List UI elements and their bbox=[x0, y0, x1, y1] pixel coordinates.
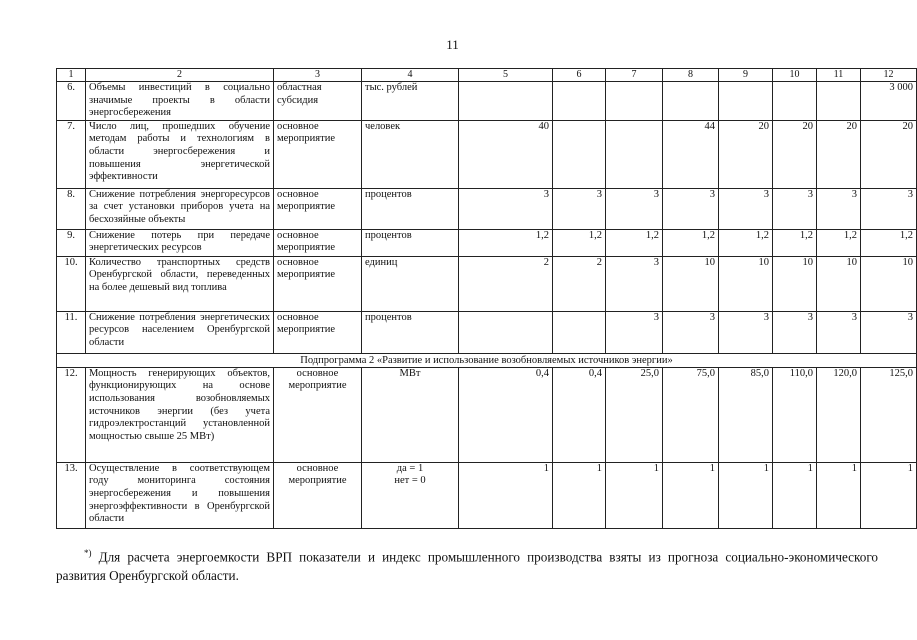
footnote-marker: *) bbox=[84, 548, 92, 558]
value-cell: 3 bbox=[719, 311, 773, 353]
table-row bbox=[57, 229, 917, 256]
indicators-table bbox=[56, 68, 917, 529]
value-cell bbox=[553, 82, 606, 121]
table-row bbox=[57, 311, 917, 353]
value-cell: 1,2 bbox=[861, 229, 917, 256]
page-number: 11 bbox=[446, 37, 459, 52]
measure-type: основное мероприятие bbox=[274, 120, 362, 188]
column-header: 12 bbox=[861, 69, 917, 82]
row-number: 13. bbox=[57, 462, 86, 528]
value-cell: 1 bbox=[719, 462, 773, 528]
column-header: 4 bbox=[362, 69, 459, 82]
value-cell: 3 bbox=[861, 188, 917, 229]
value-cell: 1 bbox=[553, 462, 606, 528]
value-cell: 10 bbox=[817, 256, 861, 311]
measure-type: основное мероприятие bbox=[274, 188, 362, 229]
indicator-name: Объемы инвестиций в социально значимые проекты в области энергосбережения bbox=[86, 82, 274, 121]
value-cell: 1,2 bbox=[719, 229, 773, 256]
subprogram-row bbox=[57, 353, 917, 367]
measure-type: областная субсидия bbox=[274, 82, 362, 121]
value-cell: 10 bbox=[861, 256, 917, 311]
indicator-name: Снижение потерь при передаче энергетических ресурсов bbox=[86, 229, 274, 256]
value-cell: 25,0 bbox=[606, 367, 663, 462]
column-header: 7 bbox=[606, 69, 663, 82]
value-cell: 0,4 bbox=[459, 367, 553, 462]
indicator-name: Снижение потребления энергоресурсов за счет установки приборов учета на бесхозяйные объекты bbox=[86, 188, 274, 229]
value-cell: 40 bbox=[459, 120, 553, 188]
subprogram-title: Подпрограмма 2 «Развитие и использование возобновляемых источников энергии» bbox=[57, 353, 917, 367]
value-cell: 85,0 bbox=[719, 367, 773, 462]
value-cell bbox=[606, 82, 663, 121]
table-row bbox=[57, 367, 917, 462]
indicator-name: Осуществление в соответствующем году мониторинга состояния энергосбережения и повышения энергоэффективности в Оренбургской области bbox=[86, 462, 274, 528]
value-cell: 1,2 bbox=[459, 229, 553, 256]
footnote-text: Для расчета энергоемкости ВРП показатели и индекс промышленного производства взяты из прогноза социально-экономического развития Оренбургской области. bbox=[56, 549, 879, 584]
column-header: 9 bbox=[719, 69, 773, 82]
indicator-name: Количество транспортных средств Оренбургской области, переведенных на более дешевый вид топлива bbox=[86, 256, 274, 311]
value-cell: 3 bbox=[861, 311, 917, 353]
value-cell bbox=[553, 120, 606, 188]
value-cell: 3 bbox=[663, 311, 719, 353]
table-row bbox=[57, 82, 917, 121]
value-cell: 3 bbox=[663, 188, 719, 229]
measure-type: основное мероприятие bbox=[274, 462, 362, 528]
table-row bbox=[57, 188, 917, 229]
value-cell: 3 bbox=[606, 188, 663, 229]
row-number: 10. bbox=[57, 256, 86, 311]
value-cell: 44 bbox=[663, 120, 719, 188]
unit-of-measure: да = 1 нет = 0 bbox=[362, 462, 459, 528]
unit-of-measure: процентов bbox=[362, 188, 459, 229]
unit-of-measure: процентов bbox=[362, 311, 459, 353]
indicator-name: Число лиц, прошедших обучение методам работы и технологиям в области энергосбережения и повышения энергетической эффективности bbox=[86, 120, 274, 188]
table-row bbox=[57, 256, 917, 311]
value-cell: 3 bbox=[817, 311, 861, 353]
row-number: 6. bbox=[57, 82, 86, 121]
value-cell: 20 bbox=[773, 120, 817, 188]
value-cell: 20 bbox=[719, 120, 773, 188]
value-cell: 0,4 bbox=[553, 367, 606, 462]
row-number: 9. bbox=[57, 229, 86, 256]
value-cell: 10 bbox=[719, 256, 773, 311]
column-header: 3 bbox=[274, 69, 362, 82]
value-cell: 20 bbox=[817, 120, 861, 188]
column-header: 1 bbox=[57, 69, 86, 82]
value-cell: 10 bbox=[773, 256, 817, 311]
value-cell: 120,0 bbox=[817, 367, 861, 462]
value-cell: 1 bbox=[861, 462, 917, 528]
value-cell bbox=[459, 82, 553, 121]
value-cell: 10 bbox=[663, 256, 719, 311]
value-cell: 3 bbox=[553, 188, 606, 229]
value-cell bbox=[459, 311, 553, 353]
value-cell: 75,0 bbox=[663, 367, 719, 462]
column-header: 5 bbox=[459, 69, 553, 82]
row-number: 8. bbox=[57, 188, 86, 229]
indicator-name: Мощность генерирующих объектов, функционирующих на основе использования возобновляемых источников энергии (без учета гидроэлектростанций установленной мощностью свыше 25 МВт) bbox=[86, 367, 274, 462]
row-number: 7. bbox=[57, 120, 86, 188]
measure-type: основное мероприятие bbox=[274, 229, 362, 256]
unit-of-measure: МВт bbox=[362, 367, 459, 462]
value-cell: 125,0 bbox=[861, 367, 917, 462]
value-cell: 1 bbox=[773, 462, 817, 528]
column-header: 11 bbox=[817, 69, 861, 82]
value-cell: 3 bbox=[459, 188, 553, 229]
measure-type: основное мероприятие bbox=[274, 367, 362, 462]
value-cell bbox=[719, 82, 773, 121]
column-header: 6 bbox=[553, 69, 606, 82]
table-row bbox=[57, 120, 917, 188]
measure-type: основное мероприятие bbox=[274, 256, 362, 311]
measure-type: основное мероприятие bbox=[274, 311, 362, 353]
value-cell bbox=[606, 120, 663, 188]
table-row bbox=[57, 462, 917, 528]
unit-of-measure: единиц bbox=[362, 256, 459, 311]
footnote bbox=[56, 544, 878, 585]
value-cell: 1 bbox=[817, 462, 861, 528]
value-cell: 1,2 bbox=[663, 229, 719, 256]
value-cell: 110,0 bbox=[773, 367, 817, 462]
value-cell: 3 000 bbox=[861, 82, 917, 121]
value-cell: 2 bbox=[459, 256, 553, 311]
value-cell: 3 bbox=[817, 188, 861, 229]
column-header: 8 bbox=[663, 69, 719, 82]
column-header: 10 bbox=[773, 69, 817, 82]
value-cell bbox=[817, 82, 861, 121]
value-cell: 1 bbox=[459, 462, 553, 528]
row-number: 12. bbox=[57, 367, 86, 462]
value-cell: 1 bbox=[663, 462, 719, 528]
column-header: 2 bbox=[86, 69, 274, 82]
column-header-row bbox=[57, 69, 917, 82]
row-number: 11. bbox=[57, 311, 86, 353]
value-cell: 3 bbox=[606, 256, 663, 311]
value-cell: 3 bbox=[606, 311, 663, 353]
value-cell bbox=[773, 82, 817, 121]
value-cell: 3 bbox=[719, 188, 773, 229]
indicator-name: Снижение потребления энергетических ресурсов населением Оренбургской области bbox=[86, 311, 274, 353]
value-cell: 1 bbox=[606, 462, 663, 528]
value-cell bbox=[553, 311, 606, 353]
value-cell: 3 bbox=[773, 188, 817, 229]
value-cell: 20 bbox=[861, 120, 917, 188]
value-cell: 2 bbox=[553, 256, 606, 311]
unit-of-measure: процентов bbox=[362, 229, 459, 256]
unit-of-measure: тыс. рублей bbox=[362, 82, 459, 121]
value-cell: 1,2 bbox=[553, 229, 606, 256]
unit-of-measure: человек bbox=[362, 120, 459, 188]
value-cell bbox=[663, 82, 719, 121]
value-cell: 1,2 bbox=[773, 229, 817, 256]
value-cell: 1,2 bbox=[606, 229, 663, 256]
value-cell: 3 bbox=[773, 311, 817, 353]
value-cell: 1,2 bbox=[817, 229, 861, 256]
